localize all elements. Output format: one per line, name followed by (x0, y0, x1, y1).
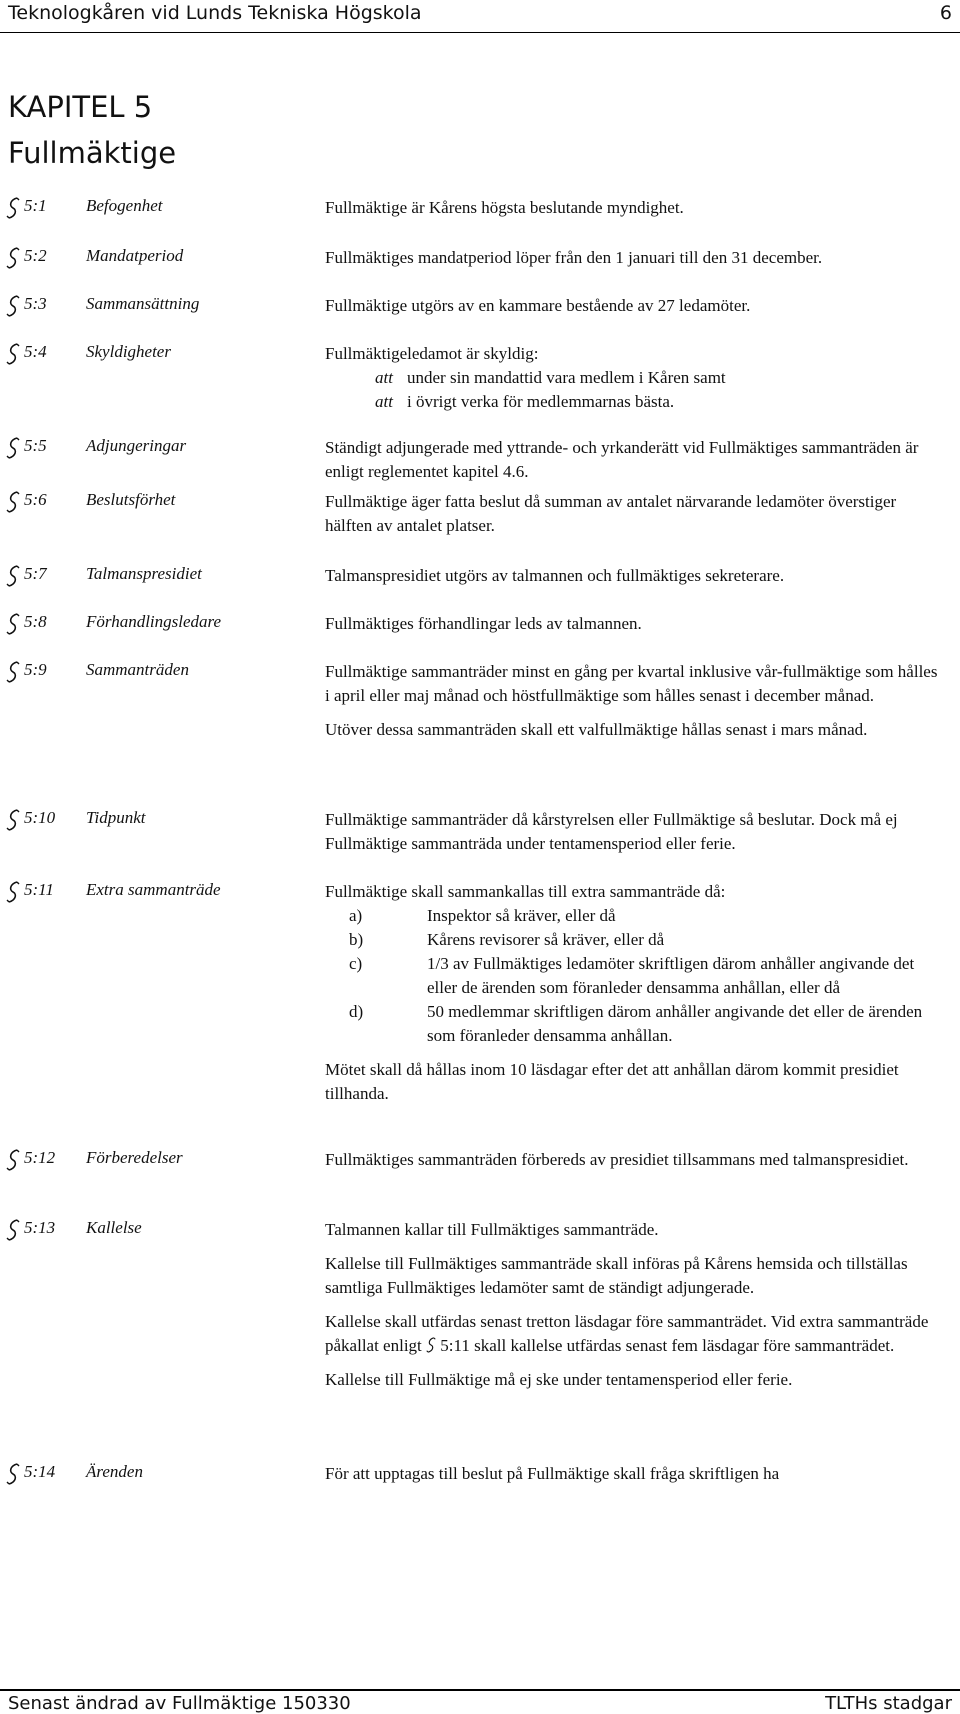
list-key: c) (349, 954, 363, 973)
list-key: d) (349, 1002, 364, 1021)
section-body (325, 490, 945, 538)
section-paragraph: Talmanspresidiet utgörs av talmannen och fullmäktiges sekreterare. (325, 566, 785, 585)
att-text: under sin mandattid vara medlem i Kåren samt (407, 368, 726, 387)
page-footer (0, 1689, 960, 1714)
section-number: 5:2 (24, 246, 47, 265)
att-list (325, 366, 945, 414)
section-mark-icon (6, 490, 20, 514)
section-paragraph: Kallelse till Fullmäktiges sammanträde skall införas på Kårens hemsida och tillställas samtliga Fullmäktiges ledamöter samt de ständigt adjungerade. (325, 1254, 908, 1297)
section-title: Adjungeringar (86, 436, 187, 455)
section-number: 5:11 (24, 880, 54, 899)
section-mark-icon (6, 660, 20, 684)
section-mark-icon (6, 880, 20, 904)
list-key: b) (349, 930, 364, 949)
section-paragraph: Talmannen kallar till Fullmäktiges sammanträde. (325, 1220, 659, 1239)
section-mark-icon (6, 808, 20, 832)
list-text: Inspektor så kräver, eller då (427, 906, 616, 925)
section-number: 5:13 (24, 1218, 56, 1237)
section-paragraph: Fullmäktigeledamot är skyldig: (325, 344, 539, 363)
section-paragraph: Fullmäktige sammanträder minst en gång per kvartal inklusive vår-fullmäktige som hålles i april eller maj månad och höstfullmäktige som hålles senast i december månad. (325, 662, 938, 705)
section-number: 5:14 (24, 1462, 56, 1481)
section-mark-icon (6, 1218, 20, 1242)
list-item (325, 1000, 945, 1048)
section-body (325, 342, 945, 414)
footer-left: Senast ändrad av Fullmäktige 150330 (8, 1693, 351, 1714)
section-mark-icon (426, 1336, 436, 1354)
ref-section: 5:11 (440, 1336, 470, 1355)
section-title: Sammanträden (86, 660, 189, 679)
att-text: i övrigt verka för medlemmarnas bästa. (407, 392, 675, 411)
section-body (325, 612, 945, 636)
page-number: 6 (939, 2, 952, 24)
section-title: Extra sammanträde (86, 880, 221, 899)
section-title: Förberedelser (86, 1148, 183, 1167)
ref-text-after: skall kallelse utfärdas senast fem läsdagar före sammanträdet. (474, 1336, 895, 1355)
footer-rule (0, 1689, 960, 1691)
section-number: 5:5 (24, 436, 47, 455)
section-title: Sammansättning (86, 294, 200, 313)
section-number: 5:8 (24, 612, 47, 631)
section-paragraph: Fullmäktige äger fatta beslut då summan av antalet närvarande ledamöter överstiger hälften av antalet platser. (325, 492, 897, 535)
section-number: 5:9 (24, 660, 47, 679)
section-body (325, 436, 945, 484)
section-paragraph: Fullmäktiges förhandlingar leds av talmannen. (325, 614, 642, 633)
section-paragraph: Fullmäktige sammanträder då kårstyrelsen eller Fullmäktige så beslutar. Dock må ej Fullmäktige sammanträda under tentamensperiod eller ferie. (325, 810, 898, 853)
list-item (325, 952, 945, 1000)
section-number: 5:6 (24, 490, 47, 509)
section-paragraph: Kallelse till Fullmäktige må ej ske under tentamensperiod eller ferie. (325, 1370, 793, 1389)
section-mark-icon (6, 564, 20, 588)
section-paragraph: Fullmäktiges mandatperiod löper från den 1 januari till den 31 december. (325, 248, 823, 267)
section-title: Förhandlingsledare (86, 612, 222, 631)
att-key: att (375, 368, 393, 387)
section-paragraph: Ständigt adjungerade med yttrande- och yrkanderätt vid Fullmäktiges sammanträden är enligt reglementet kapitel 4.6. (325, 438, 919, 481)
section-mark-icon (6, 436, 20, 460)
section-paragraph: För att upptagas till beslut på Fullmäktige skall fråga skriftligen ha (325, 1464, 780, 1483)
section-body (325, 294, 945, 318)
lettered-list (325, 904, 945, 1048)
section-paragraph: Mötet skall då hållas inom 10 läsdagar efter det att anhållan därom kommit presidiet tillhanda. (325, 1060, 899, 1103)
chapter-name: Fullmäktige (8, 136, 177, 170)
section-mark-icon (6, 1462, 20, 1486)
section-body (325, 1148, 945, 1172)
header-title: Teknologkåren vid Lunds Tekniska Högskola (8, 2, 422, 24)
section-mark-icon (6, 1148, 20, 1172)
chapter-label: KAPITEL 5 (8, 90, 153, 124)
reference-paragraph (325, 1310, 945, 1358)
section-title: Tidpunkt (86, 808, 146, 827)
section-number: 5:4 (24, 342, 47, 361)
ref-text-before: Kallelse skall utfärdas senast tretton läsdagar före sammanträdet. Vid extra sammanträde påkallat enligt (325, 1312, 929, 1355)
section-body (325, 564, 945, 588)
section-title: Skyldigheter (86, 342, 171, 361)
section-title: Kallelse (86, 1218, 142, 1237)
list-text: 50 medlemmar skriftligen därom anhåller angivande det eller de ärenden som föranleder densamma anhållan. (427, 1002, 923, 1045)
section-number: 5:12 (24, 1148, 56, 1167)
section-paragraph: Fullmäktiges sammanträden förbereds av presidiet tillsammans med talmanspresidiet. (325, 1150, 909, 1169)
section-number: 5:10 (24, 808, 56, 827)
list-item (325, 928, 945, 952)
section-title: Ärenden (86, 1462, 143, 1481)
section-mark-icon (6, 612, 20, 636)
section-number: 5:7 (24, 564, 47, 583)
footer-right: TLTHs stadgar (825, 1693, 952, 1714)
section-paragraph: Utöver dessa sammanträden skall ett valfullmäktige hållas senast i mars månad. (325, 720, 868, 739)
section-title: Mandatperiod (86, 246, 184, 265)
section-title: Befogenhet (86, 196, 163, 215)
att-item (325, 366, 945, 390)
section-body (325, 196, 945, 220)
att-item (325, 390, 945, 414)
header-rule (0, 32, 960, 33)
section-mark-icon (6, 196, 20, 220)
section-body (325, 1218, 945, 1392)
section-body (325, 1462, 945, 1486)
att-key: att (375, 392, 393, 411)
section-number: 5:3 (24, 294, 47, 313)
section-body (325, 660, 945, 742)
section-mark-icon (6, 294, 20, 318)
section-title: Talmanspresidiet (86, 564, 202, 583)
section-body (325, 880, 945, 1106)
page-header (0, 0, 960, 30)
section-paragraph: Fullmäktige skall sammankallas till extra sammanträde då: (325, 882, 726, 901)
list-text: 1/3 av Fullmäktiges ledamöter skriftligen därom anhåller angivande det eller de ärenden som föranleder densamma anhållan, eller då (427, 954, 915, 997)
section-body (325, 246, 945, 270)
chapter-heading (8, 84, 176, 176)
section-paragraph: Fullmäktige utgörs av en kammare bestående av 27 ledamöter. (325, 296, 751, 315)
list-item (325, 904, 945, 928)
section-mark-icon (6, 342, 20, 366)
list-text: Kårens revisorer så kräver, eller då (427, 930, 665, 949)
section-body (325, 808, 945, 856)
section-paragraph: Fullmäktige är Kårens högsta beslutande myndighet. (325, 198, 684, 217)
section-mark-icon (6, 246, 20, 270)
section-number: 5:1 (24, 196, 47, 215)
section-title: Beslutsförhet (86, 490, 176, 509)
list-key: a) (349, 906, 363, 925)
